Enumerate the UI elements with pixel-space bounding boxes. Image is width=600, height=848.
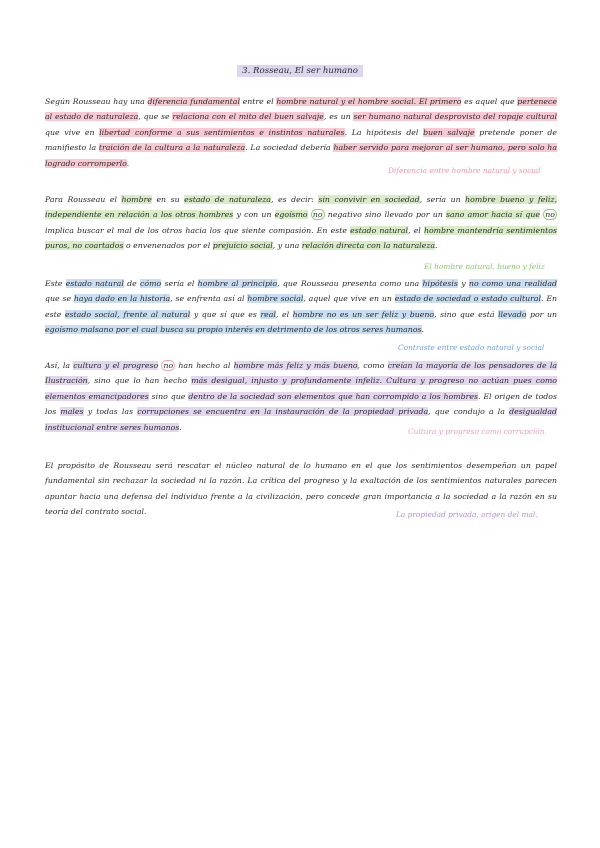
text-run: sería el <box>161 279 198 288</box>
paragraph-5: El propósito de Rousseau será rescatar el núcleo natural de lo humano en el que los sentimientos desempeñan un papel fundamental sin rechazar la sociedad ni la razón. La crítica del progreso y la exaltación de los sentimientos naturales parecen apuntar hacia una defensa del individuo frente a la civilización, pero concede gran importancia a la sociedad a la razón en su teoría del contrato social. <box>45 461 557 517</box>
text-run: y que sí que es <box>190 309 261 319</box>
margin-note-1: Diferencia entre hombre natural y social <box>388 166 541 175</box>
highlight-blue: estado natural <box>65 279 124 288</box>
highlight-blue: hombre no es un ser feliz y bueno <box>292 309 435 319</box>
highlight-blue: estado social, frente al natural <box>64 309 191 319</box>
text-run: , sería un <box>419 195 466 204</box>
title-highlight: 3. Rosseau, El ser humano <box>237 65 363 77</box>
highlight-blue: hombre al principio <box>197 279 278 288</box>
text-run: y todas las <box>83 407 138 417</box>
highlight-pink: haber servido para mejorar al ser humano, pero solo ha logrado corromperlo <box>45 143 557 168</box>
text-run: Según Rousseau hay una <box>45 97 148 106</box>
text-run: por un <box>526 309 557 319</box>
highlight-lilac: males <box>60 407 84 417</box>
highlight-lilac: desigualdad institucional entre seres humanos <box>45 407 558 432</box>
circled-word: no <box>545 210 555 220</box>
text-run: Este <box>45 279 66 288</box>
highlight-pink: buen salvaje <box>423 127 475 137</box>
margin-note-4: Cultura y progreso como corrupción. <box>408 427 547 436</box>
text-run: , que Rousseau presenta como una <box>277 279 423 288</box>
highlight-pink: hombre natural y el hombre social. El primero <box>276 97 462 106</box>
text-run: , que se <box>138 112 173 122</box>
text-run: es aquel que <box>461 97 518 106</box>
margin-note-2: El hombre natural, bueno y feliz <box>424 262 545 271</box>
page-title <box>0 66 600 76</box>
text-run: . <box>179 422 182 432</box>
paragraph-3 <box>45 276 557 338</box>
highlight-pink: relaciona con el mito del buen salvaje <box>172 112 324 122</box>
highlight-green: prejuicio social <box>212 241 273 251</box>
highlight-lilac: dentro de la sociedad son elementos que han corrompido a los hombres <box>188 391 478 401</box>
paragraph-1 <box>45 94 557 171</box>
text-run: implica buscar el mal de los otros hacia los que siente compasión. En este <box>45 225 351 235</box>
text-run: . La hipótesis del <box>344 127 424 137</box>
text-run: . <box>435 241 438 251</box>
text-run: y con un <box>233 210 275 220</box>
highlight-green: relación directa con la naturaleza <box>301 241 436 251</box>
highlight-lilac: más desigual, injusto y profundamente infeliz. Cultura y progreso no actúan pues como elementos emancipadores <box>45 376 557 401</box>
text-run: . En este <box>45 294 558 319</box>
paragraph-2 <box>45 192 557 254</box>
text-run: , el <box>408 225 424 235</box>
highlight-green: hombre bueno y feliz, independiente en relación a los otros hombres <box>45 195 557 220</box>
highlight-green: estado de naturaleza <box>184 195 271 204</box>
text-run: . La sociedad debería <box>245 143 334 153</box>
text-run: Así, la <box>45 361 74 370</box>
highlight-blue: no como una realidad <box>468 279 557 288</box>
text-run: . El origen de todos los <box>45 391 557 417</box>
circled-word: no <box>312 210 323 220</box>
text-run: negativo sino llevado por un <box>324 210 446 220</box>
highlight-green: hombre <box>121 195 152 204</box>
text-run: , es un <box>323 112 354 122</box>
text-run: o envenenados por el <box>123 241 213 251</box>
highlight-lilac: corrupciones se encuentra en la instauración de la propiedad privada <box>137 407 429 417</box>
highlight-blue: cómo <box>140 279 162 288</box>
text-run: , y una <box>272 241 302 251</box>
circled-word: no <box>163 361 174 370</box>
highlight-pink: pertenece al estado de naturaleza <box>45 97 557 122</box>
text-run: , que condujo a la <box>428 407 510 417</box>
text-run: , como <box>357 361 388 370</box>
highlight-blue: hombre social <box>247 294 304 304</box>
margin-note-3: Contraste entre estado natural y social <box>398 343 545 352</box>
text-run: de <box>123 279 141 288</box>
highlight-green: egoísmo <box>274 210 308 220</box>
text-run: , aquel que vive en un <box>303 294 395 304</box>
highlight-blue: llevado <box>498 309 527 319</box>
paragraph-4 <box>45 358 557 435</box>
highlight-pink: libertad conforme a sus sentimientos e instintos naturales <box>99 127 345 137</box>
text-run: que vive en <box>45 127 100 137</box>
highlight-green: hombre mantendría sentimientos puros, no coartados <box>45 225 557 251</box>
text-run: , sino que lo han hecho <box>87 376 192 386</box>
highlight-blue: egoísmo malsano por el cual busca su propio interés en detrimento de los otros seres humanos <box>45 325 422 335</box>
text-run: sino que <box>148 391 189 401</box>
highlight-pink: diferencia fundamental <box>147 97 240 106</box>
highlight-blue: haya dado en la historia <box>73 294 171 304</box>
highlight-pink: ser humano natural desprovisto del ropaje cultural <box>353 112 557 122</box>
text-run: han hecho al <box>175 361 234 370</box>
text-run: pretende poner de manifiesto la <box>45 127 558 153</box>
text-run: que se <box>45 294 74 304</box>
highlight-lilac: hombre más feliz y más bueno <box>233 361 358 370</box>
text-run: , el <box>275 309 293 319</box>
highlight-blue: real <box>260 309 276 319</box>
highlight-green: sin convivir en sociedad <box>318 195 420 204</box>
highlight-lilac: creían la mayoría de los pensadores de la Ilustración <box>45 361 558 386</box>
highlight-lilac: cultura y el progreso <box>73 361 159 370</box>
text-run: , sino que está <box>434 309 499 319</box>
text-run: en su <box>151 195 185 204</box>
text-run: Para Rousseau el <box>45 195 122 204</box>
highlight-green: estado natural <box>350 225 409 235</box>
highlight-pink: traición de la cultura a la naturaleza <box>98 143 246 153</box>
highlight-blue: estado de sociedad o estado cultural <box>394 294 542 304</box>
highlight-green: sano amor hacia sí que <box>445 210 541 220</box>
text-run: , se enfrenta así al <box>170 294 248 304</box>
margin-note-5: La propiedad privada, origen del mal. <box>396 510 538 519</box>
text-run: . <box>421 325 424 335</box>
highlight-blue: hipótesis <box>422 279 458 288</box>
text-run: y <box>457 279 469 288</box>
text-run: , es decir: <box>270 195 319 204</box>
text-run: entre el <box>239 97 277 106</box>
text-run: . <box>126 158 130 168</box>
